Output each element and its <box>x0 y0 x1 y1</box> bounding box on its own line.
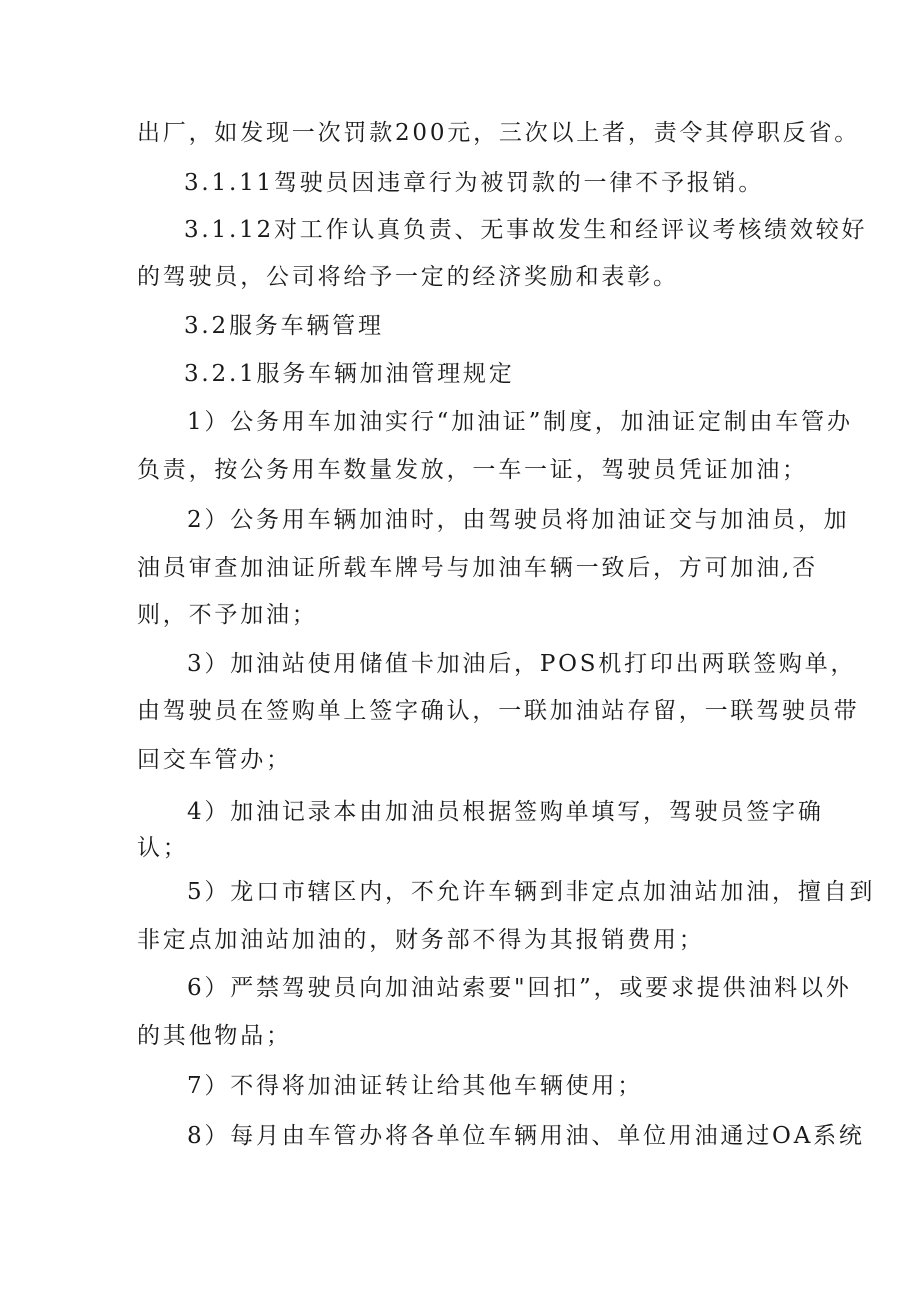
text-line: 油员审查加油证所载车牌号与加油车辆一致后，方可加油,否 <box>137 555 818 581</box>
text-line: 7）不得将加油证转让给其他车辆使用； <box>187 1073 644 1099</box>
text-line: 非定点加油站加油的，财务部不得为其报销费用； <box>137 927 705 953</box>
text-line: 认； <box>137 835 189 861</box>
text-line: 出厂，如发现一次罚款200元，三次以上者，责令其停职反省。 <box>137 120 861 146</box>
text-line: 8）每月由车管办将各单位车辆用油、单位用油通过OA系统 <box>187 1123 865 1149</box>
text-line: 由驾驶员在签购单上签字确认，一联加油站存留，一联驾驶员带 <box>137 698 860 724</box>
subsection-heading: 3.2.1服务车辆加油管理规定 <box>184 361 515 387</box>
text-line: 的其他物品； <box>137 1023 292 1049</box>
text-line: 6）严禁驾驶员向加油站索要"回扣”，或要求提供油料以外 <box>187 975 852 1001</box>
text-line: 5）龙口市辖区内，不允许车辆到非定点加油站加油，擅自到 <box>187 879 876 905</box>
text-line: 的驾驶员，公司将给予一定的经济奖励和表彰。 <box>137 264 679 290</box>
text-line: 4）加油记录本由加油员根据签购单填写，驾驶员签字确 <box>187 799 824 825</box>
text-line: 回交车管办； <box>137 747 292 773</box>
text-line: 2）公务用车辆加油时，由驾驶员将加油证交与加油员，加 <box>187 507 850 533</box>
text-line: 3.1.11驾驶员因违章行为被罚款的一律不予报销。 <box>184 170 765 196</box>
text-line: 则，不予加油； <box>137 602 318 628</box>
section-heading: 3.2服务车辆管理 <box>184 313 384 339</box>
text-line: 3）加油站使用储值卡加油后，POS机打印出两联签购单， <box>187 651 857 677</box>
text-line: 1）公务用车加油实行“加油证”制度，加油证定制由车管办 <box>187 409 853 435</box>
text-line: 3.1.12对工作认真负责、无事故发生和经评议考核绩效较好 <box>184 217 868 243</box>
text-line: 负责，按公务用车数量发放，一车一证，驾驶员凭证加油； <box>137 457 808 483</box>
